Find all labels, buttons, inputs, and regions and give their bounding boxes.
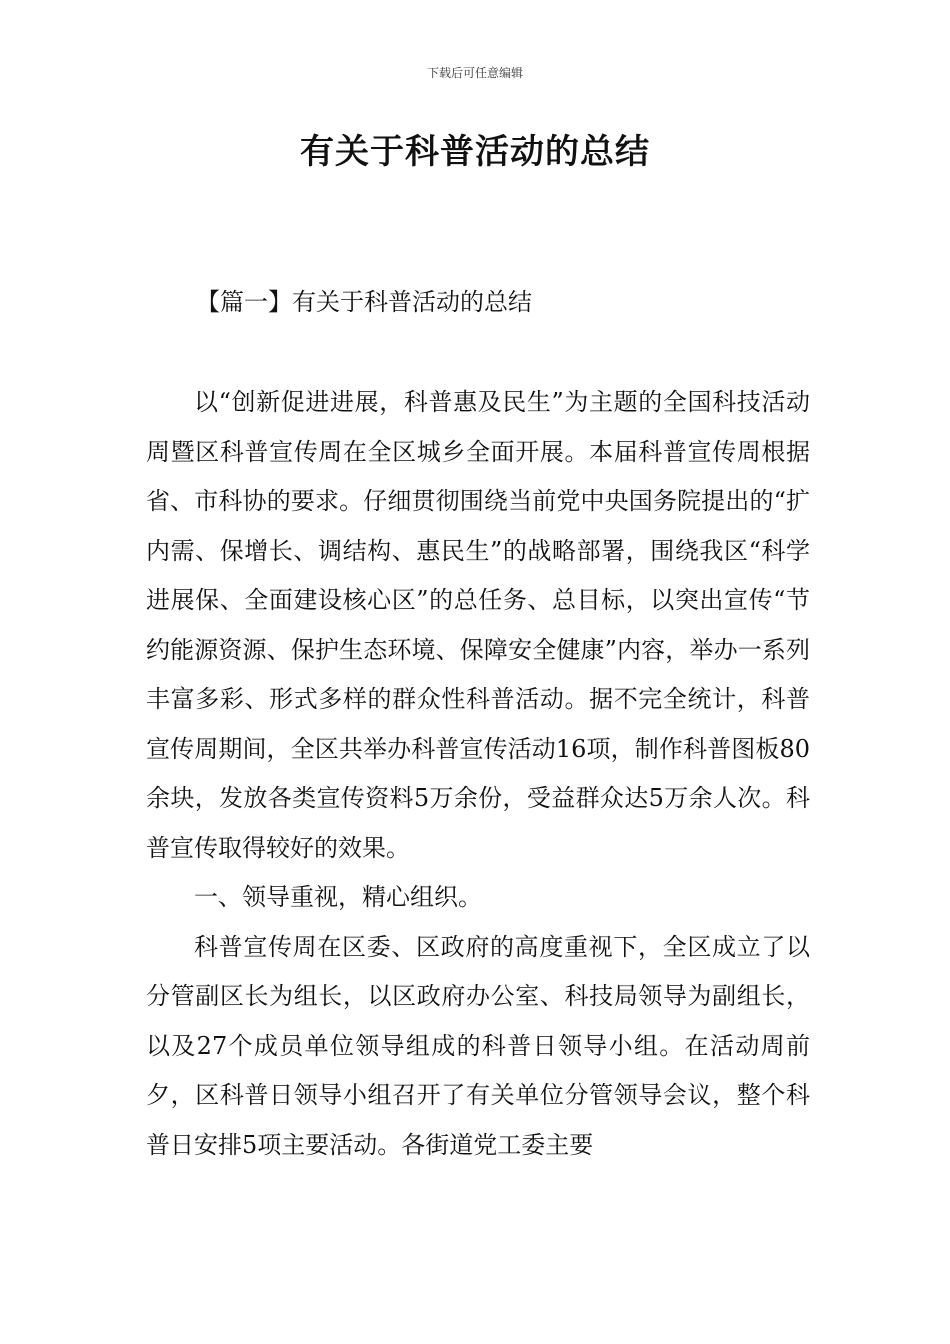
- paragraph-intro: 以“创新促进进展，科普惠及民生”为主题的全国科技活动周暨区科普宣传周在全区城乡全面开展。本届科普宣传周根据省、市科协的要求。仔细贯彻围绕当前党中央国务院提出的“扩内需、保增长、调结构、惠民生”的战略部署，围绕我区“科学进展保、全面建设核心区”的总任务、总目标，以突出宣传“节约能源资源、保护生态环境、保障安全健康”内容，举办一系列丰富多彩、形式多样的群众性科普活动。据不完全统计，科普宣传周期间，全区共举办科普宣传活动16项，制作科普图板80余块，发放各类宣传资料5万余份，受益群众达5万余人次。科普宣传取得较好的效果。: [146, 388, 810, 862]
- section-heading: 【篇一】有关于科普活动的总结: [196, 288, 532, 316]
- page-header: 下载后可任意编辑: [426, 66, 523, 80]
- paragraph-subheading: 一、领导重视，精心组织。: [194, 883, 482, 911]
- paragraph-leadership: 科普宣传周在区委、区政府的高度重视下，全区成立了以分管副区长为组长，以区政府办公室、科技局领导为副组长，以及27个成员单位领导组成的科普日领导小组。在活动周前夕，区科普日领导小组召开了有关单位分管领导会议，整个科普日安排5项主要活动。各街道党工委主要: [146, 932, 810, 1159]
- document-title: 有关于科普活动的总结: [300, 132, 650, 172]
- document-body: [146, 378, 810, 1170]
